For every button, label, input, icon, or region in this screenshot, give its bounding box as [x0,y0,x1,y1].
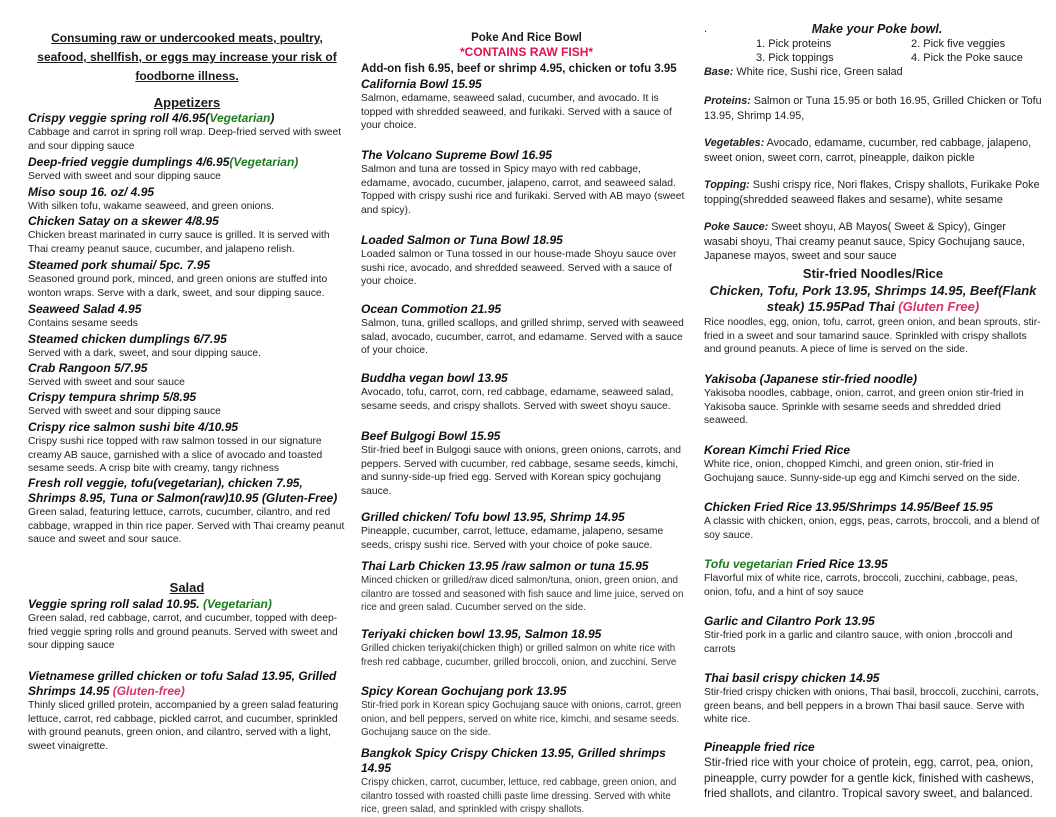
menu-item-grilled-bowl: Grilled chicken/ Tofu bowl 13.95, Shrimp 14.95 Pineapple, cucumber, carrot, lettuce, edamame, jalapeno, sesame seeds, crispy sushi rice. Served with your choice of poke sauce. [361,510,692,552]
menu-item-crab-rangoon: Crab Rangoon 5/7.95 Served with sweet and sour sauce [28,361,346,390]
poke-bowl-heading: Poke And Rice Bowl [471,32,582,44]
menu-item-buddha-bowl: Buddha vegan bowl 13.95 Avocado, tofu, carrot, corn, red cabbage, edamame, seaweed salad, sesame seeds, and crispy shallots. Served with sweet shoyu sauce. [361,371,692,413]
menu-item-loaded-bowl: Loaded Salmon or Tuna Bowl 18.95 Loaded salmon or Tuna tossed in our house-made Shoyu sauce over sushi rice, avocado, and shredded seaweed. Served with a sauce of your choice. [361,233,692,289]
item-description: Crispy chicken, carrot, cucumber, lettuce, red cabbage, green onion, and cilantro tossed with roasted chilli paste lime dressing. Served with white rice, green salad, and sprinkled with crispy shallots. [361,777,677,815]
item-description: Thinly sliced grilled protein, accompanied by a green salad featuring lettuce, carrot, red cabbage, pickled carrot, and cucumber, sprinkled with ground peanuts, green onion, and cilantro, served with a light, sweet vinaigrette. [28,700,339,752]
menu-item-kimchi-fried-rice: Korean Kimchi Fried Rice White rice, onion, chopped Kimchi, and green onion, stir-fried in Gochujang sauce. Sunny-side-up egg and Kimchi served on the side. [704,443,1042,485]
menu-item-steamed-dumplings: Steamed chicken dumplings 6/7.95 Served with a dark, sweet, and sour dipping sauce. [28,332,346,361]
item-description: Stir-fried beef in Bulgogi sauce with onions, green onions, carrots, and peppers. Served with cucumber, red cabbage, sesame seeds, kimchi, and sunny-side-up fried egg. Served with Korean spicy gochujang sauce. [361,445,681,497]
menu-item-california-bowl: California Bowl 15.95 Salmon, edamame, seaweed salad, cucumber, and avocado. It is topped with shredded seaweed, and furikaki. Served with a sauce of your choice. [361,77,692,133]
item-description: Served with sweet and sour dipping sauce [28,406,221,417]
menu-item-spring-roll: Crispy veggie spring roll 4/6.95(Vegetarian) Cabbage and carrot in spring roll wrap. Deep-fried served with sweet and sour dipping sauce [28,111,346,153]
menu-item-tempura-shrimp: Crispy tempura shrimp 5/8.95 Served with sweet and sour dipping sauce [28,390,346,419]
item-description: Flavorful mix of white rice, carrots, broccoli, zucchini, cabbage, peas, onion, tofu, and a hint of soy sauce [704,573,1018,598]
menu-item-seaweed-salad: Seaweed Salad 4.95 Contains sesame seeds [28,302,346,331]
item-description: Yakisoba noodles, cabbage, onion, carrot, and green onion stir-fried in Yakisoba sauce. Sprinkle with sesame seeds and shredded dried seaweed. [704,388,1024,427]
menu-item-thai-larb: Thai Larb Chicken 13.95 /raw salmon or tuna 15.95 Minced chicken or grilled/raw diced salmon/tuna, onion, green onion, and cilantro are tossed and seasoned with fish sauce and lime juice, served on rice and green salad. Cucumber served on the side. [361,559,692,615]
base-options: Base: White rice, Sushi rice, Green salad [704,66,903,78]
item-description: White rice, onion, chopped Kimchi, and green onion, stir-fried in Gochujang sauce. Sunny-side-up egg and Kimchi served on the side. [704,459,1020,484]
menu-item-pineapple-fried-rice: Pineapple fried rice Stir-fried rice with your choice of protein, egg, carrot, pea, onion, pineapple, curry powder for a gentle kick, finished with cashews, fried shallots, and cilantro. Tropical savory sweet, and balanced. [704,740,1042,802]
menu-item-salmon-sushi-bite: Crispy rice salmon sushi bite 4/10.95 Crispy sushi rice topped with raw salmon tossed in our signature creamy AB sauce, garnished with a slice of avocado and toasted sesame seeds. A crisp bite with creamy, tangy richness [28,420,346,476]
menu-item-veggie-dumplings: Deep-fried veggie dumplings 4/6.95(Vegetarian) Served with sweet and sour dipping sauce [28,155,346,184]
raw-fish-warning: *CONTAINS RAW FISH* [459,45,594,59]
menu-item-chicken-fried-rice: Chicken Fried Rice 13.95/Shrimps 14.95/Beef 15.95 A classic with chicken, onion, eggs, peas, carrots, broccoli, and a blend of soy sauce. [704,500,1042,542]
item-description: Salmon and tuna are tossed in Spicy mayo with red cabbage, edamame, avocado, cucumber, jalapeno, carrot, and seaweed salad. Topped with crispy sushi rice and furikaki. Served with AB mayo (sweet and spicy). [361,164,685,216]
menu-item-bulgogi-bowl: Beef Bulgogi Bowl 15.95 Stir-fried beef in Bulgogi sauce with onions, green onions, carrots, and peppers. Served with cucumber, red cabbage, sesame seeds, kimchi, and sunny-side-up fried egg. Served with Korean spicy gochujang sauce. [361,429,692,498]
menu-item-miso-soup: Miso soup 16. oz/ 4.95 With silken tofu, wakame seaweed, and green onions. [28,185,346,214]
make-poke-title: Make your Poke bowl. [811,22,943,36]
poke-sauce-options: Poke Sauce: Sweet shoyu, AB Mayos( Sweet & Spicy), Ginger wasabi shoyu, Thai creamy peanut sauce, Spicy Gochujang sauce, Japanese mayos, sweet and sour sauce [704,221,1025,262]
protein-options: Proteins: Salmon or Tuna 15.95 or both 16.95, Grilled Chicken or Tofu 13.95, Shrimp 14.95, [704,95,1042,122]
item-description: With silken tofu, wakame seaweed, and green onions. [28,201,275,212]
vegetarian-tag: (Vegetarian) [229,155,299,169]
item-description: Cabbage and carrot in spring roll wrap. Deep-fried served with sweet and sour dipping sauce [28,127,342,152]
menu-item-chicken-satay: Chicken Satay on a skewer 4/8.95 Chicken breast marinated in curry sauce is grilled. It is served with Thai creamy peanut sauce, cucumber, and jalapeno relish. [28,214,346,256]
vegetarian-tag: Tofu vegetarian [704,557,793,571]
gluten-free-tag: (Gluten Free) [898,299,980,314]
menu-item-fresh-roll: Fresh roll veggie, tofu(vegetarian), chicken 7.95, Shrimps 8.95, Tuna or Salmon(raw)10.95 (Gluten-Free) Green salad, featuring lettuce, carrots, cucumber, cilantro, and red cabbage, wrapped in thin rice paper. Served with Thai creamy peanut sauce and sweet and sour sauce. [28,476,345,546]
item-description: Stir-fried pork in a garlic and cilantro sauce, with onion ,broccoli and carrots [704,630,1013,655]
item-description: Salmon, tuna, grilled scallops, and grilled shrimp, served with seaweed salad, avocado, cucumber, carrot, and edamame. Served with a sauce of your choice. [361,318,684,357]
step-2: 2. Pick five veggies [911,38,1006,50]
make-poke-steps [704,37,1042,65]
vegetable-options: Vegetables: Avocado, edamame, cucumber, red cabbage, jalapeno, sweet onion, sweet corn, carrot, pineapple, daikon pickle [704,137,1032,164]
menu-item-garlic-cilantro-pork: Garlic and Cilantro Pork 13.95 Stir-fried pork in a garlic and cilantro sauce, with onion ,broccoli and carrots [704,614,1042,656]
item-description: Loaded salmon or Tuna tossed in our house-made Shoyu sauce over sushi rice, avocado, and shredded seaweed. Served with a sauce of your choice. [361,249,677,288]
item-description: Green salad, featuring lettuce, carrots, cucumber, cilantro, and red cabbage, wrapped in thin rice paper. Served with Thai creamy peanut sauce and sweet and sour sauce. [28,507,345,546]
item-description: Avocado, tofu, carrot, corn, red cabbage, edamame, seaweed salad, sesame seeds, and crispy shallots. Served with sweet shoyu sauce. [361,387,674,412]
menu-item-yakisoba: Yakisoba (Japanese stir-fried noodle) Yakisoba noodles, cabbage, onion, carrot, and green onion stir-fried in Yakisoba sauce. Sprinkle with sesame seeds and shredded dried seaweed. [704,372,1042,428]
menu-item-ocean-commotion: Ocean Commotion 21.95 Salmon, tuna, grilled scallops, and grilled shrimp, served with seaweed salad, avocado, cucumber, carrot, and edamame. Served with a sauce of your choice. [361,302,692,358]
menu-item-tofu-fried-rice: Tofu vegetarian Fried Rice 13.95 Flavorful mix of white rice, carrots, broccoli, zucchini, cabbage, peas, onion, tofu, and a hint of soy sauce [704,557,1042,599]
item-description: Green salad, red cabbage, carrot, and cucumber, topped with deep-fried veggie spring rolls and ground peanuts. Served with sweet and sour dipping sauce [28,613,338,652]
item-description: Crispy sushi rice topped with raw salmon tossed in our signature creamy AB sauce, garnished with a slice of avocado and toasted sesame seeds. A crisp bite with creamy, tangy richness [28,436,323,475]
item-description: Stir-fried crispy chicken with onions, Thai basil, broccoli, zucchini, carrots, green beans, and bell peppers in a brown Thai basil sauce. Serve with white rice. [704,687,1039,726]
pad-thai-description: Rice noodles, egg, onion, tofu, carrot, green onion, and bean sprouts, stir-fried in a sweet and sour tamarind sauce. Sprinkled with crispy shallots and ground peanuts. A piece of lime is served on the side. [704,317,1041,356]
step-1: 1. Pick proteins [756,38,832,50]
item-description: Stir-fried pork in Korean spicy Gochujang sauce with onions, carrot, green onion, and bell peppers, served on white rice, kimchi, and sesame seeds. Gochujang sauce on the side. [361,700,682,738]
gluten-free-tag: (Gluten-free) [112,684,185,698]
item-description: Stir-fried rice with your choice of protein, egg, carrot, pea, onion, pineapple, curry powder for a gentle kick, finished with cashews, fried shallots, and cilantro. Tropical savory sweet, and balanced. [704,756,1034,800]
item-description: A classic with chicken, onion, eggs, peas, carrots, broccoli, and a blend of soy sauce. [704,516,1040,541]
vegetarian-tag: Vegetarian [209,111,271,125]
raw-food-warning: Consuming raw or undercooked meats, poultry, seafood, shellfish, or eggs may increase your risk of foodborne illness. [37,31,337,83]
item-description: Served with sweet and sour sauce [28,377,185,388]
menu-item-thai-basil-chicken: Thai basil crispy chicken 14.95 Stir-fried crispy chicken with onions, Thai basil, broccoli, zucchini, carrots, green beans, and bell peppers in a brown Thai basil sauce. Serve with white rice. [704,671,1042,727]
menu-item-vietnamese-salad: Vietnamese grilled chicken or tofu Salad 13.95, Grilled Shrimps 14.95 (Gluten-free) Thinly sliced grilled protein, accompanied by a green salad featuring lettuce, carrot, red cabbage, pickled carrot, and cucumber, sprinkled with ground peanuts, green onion, and cilantro, served with a light, sweet vinaigrette. [28,669,346,753]
stray-dot: . [704,23,708,35]
item-description: Seasoned ground pork, minced, and green onions are stuffed into wonton wraps. Serve with a dark, sweet, and sour dipping sauce. [28,274,328,299]
step-4: 4. Pick the Poke sauce [911,52,1023,64]
topping-options: Topping: Sushi crispy rice, Nori flakes, Crispy shallots, Furikake Poke topping(shredded seaweed flakes and sesame), white sesame [704,179,1040,206]
vegetarian-tag: (Vegetarian) [202,597,272,611]
menu-item-pork-shumai: Steamed pork shumai/ 5pc. 7.95 Seasoned ground pork, minced, and green onions are stuffed into wonton wraps. Serve with a dark, sweet, and sour dipping sauce. [28,258,346,300]
stir-fried-prices: Chicken, Tofu, Pork 13.95, Shrimps 14.95, Beef(Flank steak) 15.95Pad Thai (Gluten Free) [709,283,1037,314]
menu-item-gochujang-pork: Spicy Korean Gochujang pork 13.95 Stir-fried pork in Korean spicy Gochujang sauce with onions, carrot, green onion, and bell peppers, served on white rice, kimchi, and sesame seeds. Gochujang sauce on the side. [361,684,692,740]
item-description: Contains sesame seeds [28,318,138,329]
item-description: Minced chicken or grilled/raw diced salmon/tuna, onion, green onion, and cilantro are tossed and seasoned with fish sauce and lime juice, served on rice and green salad. Cucumber served on the side. [361,575,684,613]
menu-item-bangkok-chicken: Bangkok Spicy Crispy Chicken 13.95, Grilled shrimps 14.95 Crispy chicken, carrot, cucumber, lettuce, red cabbage, green onion, and cilantro tossed with roasted chilli paste lime dressing. Served with white rice, green salad, and sprinkled with crispy shallots. [361,746,692,817]
item-description: Served with a dark, sweet, and sour dipping sauce. [28,348,261,359]
item-description: Pineapple, cucumber, carrot, lettuce, edamame, jalapeno, sesame seeds, crispy sushi rice. Served with your choice of poke sauce. [361,526,664,551]
item-description: Chicken breast marinated in curry sauce is grilled. It is served with Thai creamy peanut sauce, cucumber, and jalapeno relish. [28,230,330,255]
stir-fried-heading: Stir-fried Noodles/Rice [802,266,944,281]
menu-item-spring-roll-salad: Veggie spring roll salad 10.95. (Vegetarian) Green salad, red cabbage, carrot, and cucumber, topped with deep-fried veggie spring rolls and ground peanuts. Served with sweet and sour dipping sauce [28,597,346,653]
step-3: 3. Pick toppings [756,52,834,64]
appetizers-heading: Appetizers [153,95,221,110]
menu-item-volcano-bowl: The Volcano Supreme Bowl 16.95 Salmon and tuna are tossed in Spicy mayo with red cabbage, edamame, avocado, cucumber, jalapeno, carrot, and seaweed salad. Topped with crispy sushi rice and furikaki. Served with AB mayo (sweet and spicy). [361,148,692,217]
salad-heading: Salad [169,580,205,595]
add-on-prices: Add-on fish 6.95, beef or shrimp 4.95, chicken or tofu 3.95 [361,63,677,75]
item-description: Served with sweet and sour dipping sauce [28,171,221,182]
menu-item-teriyaki-bowl: Teriyaki chicken bowl 13.95, Salmon 18.95 Grilled chicken teriyaki(chicken thigh) or grilled salmon on white rice with fresh red cabbage, cucumber, grilled broccoli, onion, and zucchini. Serve [361,627,692,669]
item-description: Salmon, edamame, seaweed salad, cucumber, and avocado. It is topped with shredded seaweed, and furikaki. Served with a sauce of your choice. [361,93,672,132]
item-description: Grilled chicken teriyaki(chicken thigh) or grilled salmon on white rice with fresh red cabbage, cucumber, grilled broccoli, onion, and zucchini. Serve [361,643,677,668]
